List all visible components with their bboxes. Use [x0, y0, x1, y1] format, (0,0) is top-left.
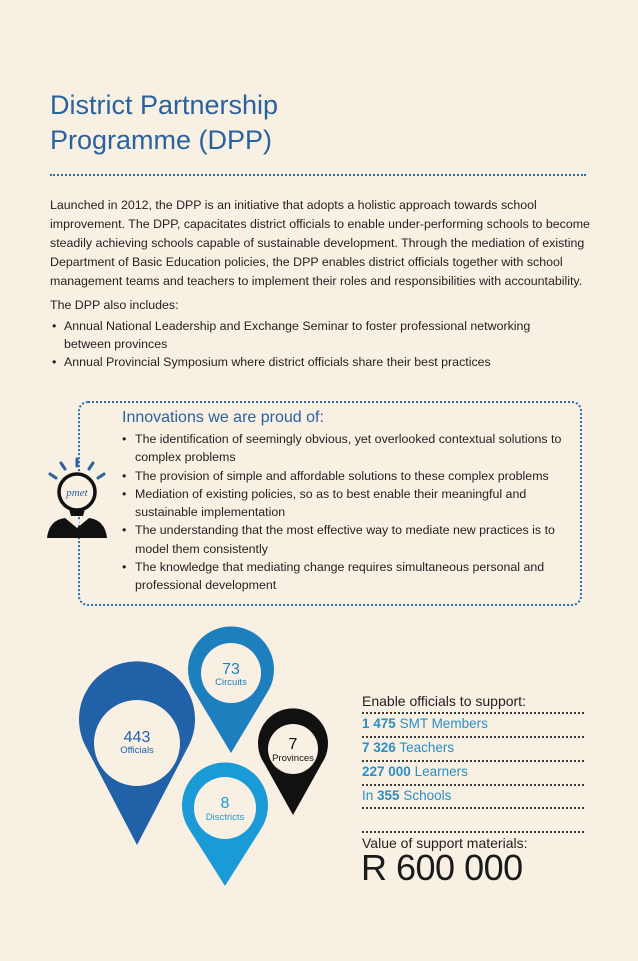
pin-provinces: [258, 708, 328, 815]
pin-label: Provinces: [272, 753, 314, 764]
title-line-2: Programme (DPP): [50, 125, 273, 155]
support-prefix: In: [362, 788, 374, 803]
support-number: 1 475: [362, 716, 396, 731]
divider: [362, 807, 584, 809]
support-label: Schools: [403, 788, 452, 803]
value-amount: R 600 000: [361, 847, 523, 888]
pin-value: 73: [222, 661, 240, 678]
includes-list: [50, 317, 570, 371]
list-item: • Annual National Leadership and Exchange Seminar to foster professional networking between provinces: [50, 317, 570, 353]
value-label: Value of support materials:: [362, 835, 528, 851]
lightbulb-person-icon: [43, 456, 111, 540]
support-row-smt: [362, 716, 488, 731]
title-line-1: District Partnership: [50, 90, 279, 120]
support-row-schools: [362, 788, 451, 803]
divider: [362, 831, 584, 833]
support-title: Enable officials to support:: [362, 693, 526, 709]
support-number: 227 000: [362, 764, 411, 779]
divider: [362, 784, 584, 786]
list-item: • The knowledge that mediating change requires simultaneous personal and professional development: [122, 558, 572, 595]
list-item: • Annual Provincial Symposium where district officials share their best practices: [50, 353, 570, 371]
pin-label: Disctricts: [205, 812, 245, 823]
also-includes-label: The DPP also includes:: [50, 298, 179, 312]
title-divider: [50, 174, 586, 176]
pin-label: Officials: [120, 745, 154, 756]
pin-value: 443: [123, 729, 151, 746]
list-item: • Mediation of existing policies, so as to best enable their meaningful and sustainable implementation: [122, 485, 572, 522]
divider: [362, 712, 584, 714]
support-row-learners: [362, 764, 468, 779]
pin-value: 7: [288, 736, 298, 753]
pin-value: 8: [220, 795, 230, 812]
list-item: • The provision of simple and affordable solutions to these complex problems: [122, 467, 572, 485]
map-pins-infographic: [70, 625, 340, 895]
list-item: • The identification of seemingly obvious, yet overlooked contextual solutions to complex problems: [122, 430, 572, 467]
support-number: 7 326: [362, 740, 396, 755]
support-row-teachers: [362, 740, 454, 755]
list-item: • The understanding that the most effective way to mediate new practices is to model them consistently: [122, 521, 572, 558]
support-label: Learners: [414, 764, 468, 779]
pin-officials: [79, 661, 195, 845]
pin-districts: [182, 762, 268, 886]
divider: [362, 736, 584, 738]
pin-label: Circuits: [215, 677, 247, 688]
divider: [362, 760, 584, 762]
intro-paragraph: Launched in 2012, the DPP is an initiative that adopts a holistic approach towards school improvement. The DPP, capacitates district officials to enable under-performing schools to become steadily achieving schools capable of sustainable development. Through the mediation of existing Department of Basic Education policies, the DPP enables district officials together with school management teams and teachers to implement their roles and responsibilities with accountability.: [50, 198, 590, 288]
innovations-title: Innovations we are proud of:: [122, 409, 324, 426]
page-title: [50, 88, 450, 158]
pmet-label: pmet: [66, 487, 88, 499]
support-label: Teachers: [399, 740, 455, 755]
support-label: SMT Members: [399, 716, 488, 731]
innovations-list: [122, 430, 572, 595]
support-number: 355: [377, 788, 400, 803]
